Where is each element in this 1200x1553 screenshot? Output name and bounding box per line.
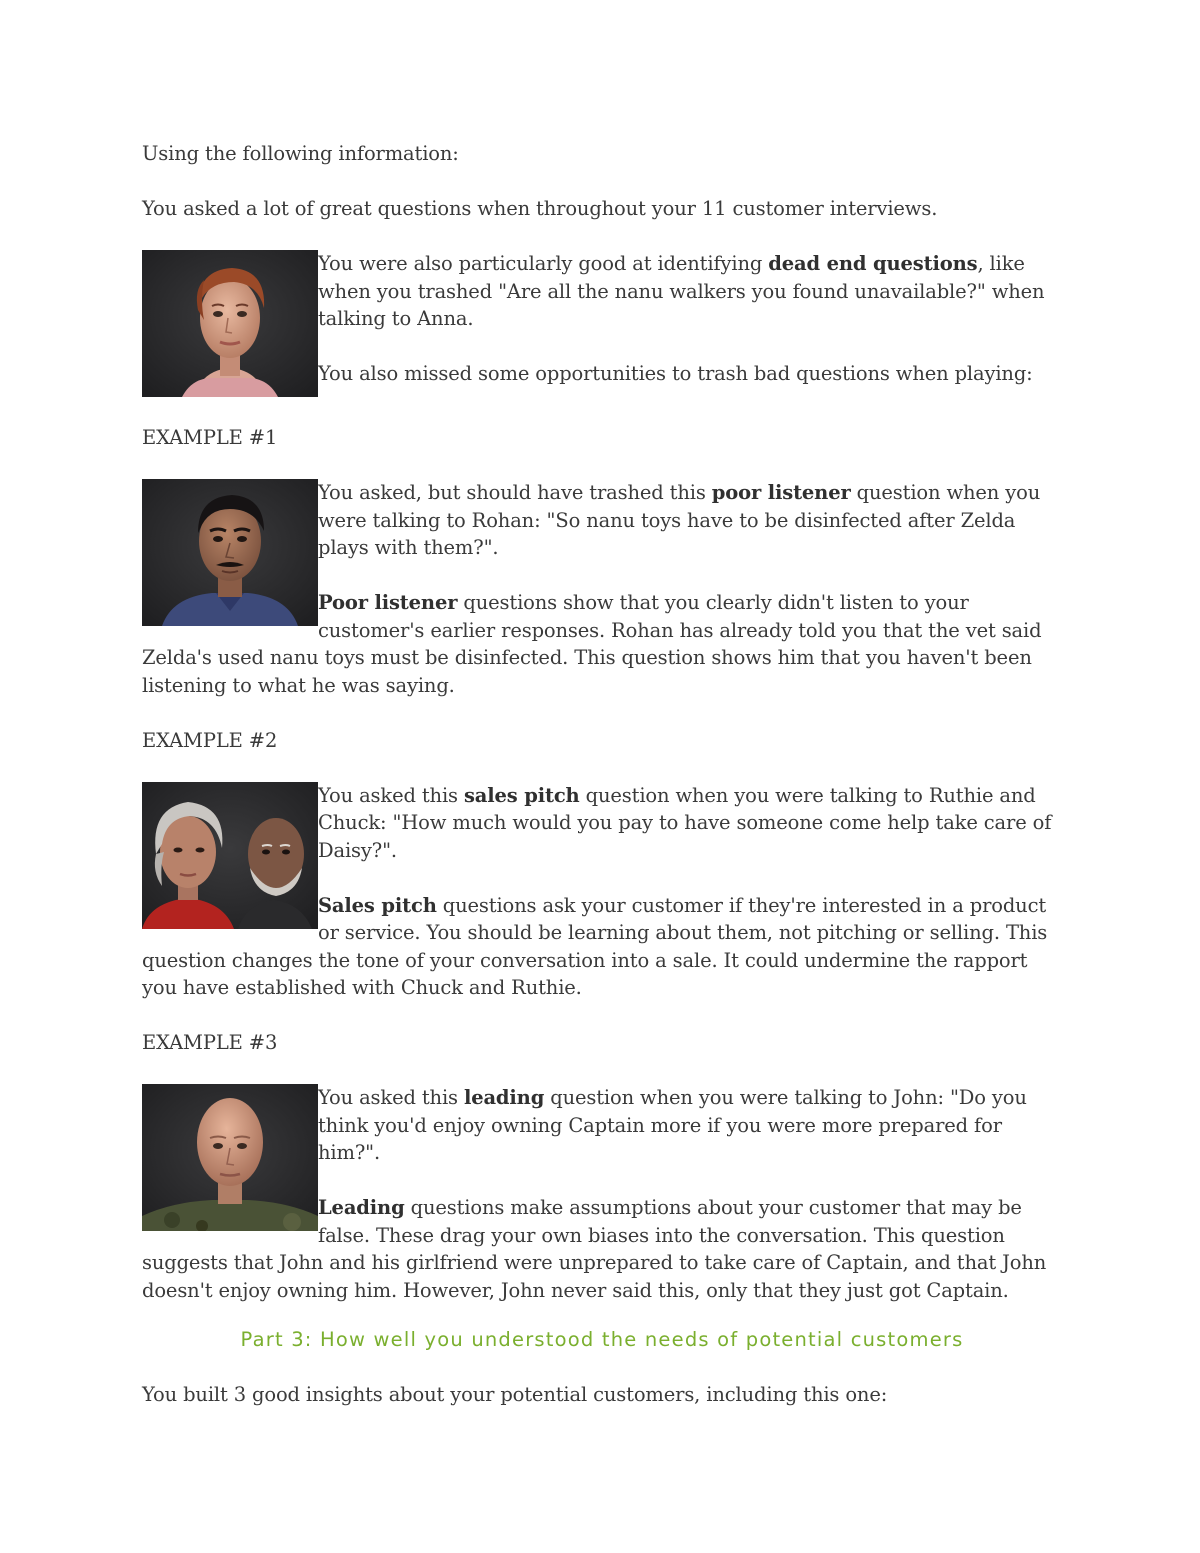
- poor-listener-term: poor listener: [711, 481, 851, 504]
- example-2-paragraph-1: You asked this sales pitch question when you were talking to Ruthie and Chuck: "How much would you pay to have someone come help take care of Daisy?".: [318, 783, 1052, 862]
- example-2-label: EXAMPLE #2: [142, 728, 278, 752]
- intro-summary: You asked a lot of great questions when throughout your 11 customer interviews.: [142, 197, 938, 220]
- part-3-heading: Part 3: How well you understood the needs of potential customers: [240, 1328, 964, 1351]
- anna-block: [142, 250, 1062, 399]
- example-1-paragraph-2: Poor listener questions show that you clearly didn't listen to your customer's earlier responses. Rohan has already told you that the vet said Zelda's used nanu toys must be disinfected. This question shows him that you haven't been listening to what he was saying.: [142, 591, 1042, 697]
- part-3-intro: You built 3 good insights about your potential customers, including this one:: [142, 1382, 888, 1406]
- example-2-paragraph-2: Sales pitch questions ask your customer if they're interested in a product or service. You should be learning about them, not pitching or selling. This question changes the tone of your conversation into a sale. It could undermine the rapport you have established with Chuck and Ruthie.: [142, 893, 1048, 999]
- document-page: [142, 140, 1062, 1408]
- anna-paragraph-1: You were also particularly good at identifying dead end questions, like when you trashed "Are all the nanu walkers you found unavailable?" when talking to Anna.: [318, 252, 1045, 330]
- rohan-portrait: [142, 479, 318, 626]
- example-1-block: [142, 479, 1062, 699]
- ruthie-chuck-portrait: [142, 782, 318, 929]
- sales-pitch-term: sales pitch: [463, 783, 580, 807]
- example-3-paragraph-2: Leading questions make assumptions about your customer that may be false. These drag your own biases into the conversation. This question suggests that John and his girlfriend were unprepared to take care of Captain, and that John doesn't enjoy owning him. However, John never said this, only that they just got Captain.: [142, 1196, 1047, 1302]
- leading-term-2: Leading: [318, 1196, 405, 1219]
- anna-paragraph-2: You also missed some opportunities to trash bad questions when playing:: [318, 362, 1033, 385]
- anna-portrait: [142, 250, 318, 397]
- sales-pitch-term-2: Sales pitch: [318, 893, 437, 917]
- example-3-paragraph-1: You asked this leading question when you were talking to John: "Do you think you'd enjoy owning Captain more if you were more prepared for him?".: [318, 1086, 1027, 1164]
- example-3-block: [142, 1084, 1062, 1304]
- example-3-label: EXAMPLE #3: [142, 1031, 278, 1054]
- dead-end-term: dead end questions: [768, 252, 978, 275]
- intro-line: Using the following information:: [142, 142, 459, 165]
- example-1-label: EXAMPLE #1: [142, 426, 278, 449]
- example-2-block: [142, 782, 1062, 1002]
- leading-term: leading: [463, 1086, 545, 1109]
- poor-listener-term-2: Poor listener: [318, 591, 458, 614]
- john-portrait: [142, 1084, 318, 1231]
- example-1-paragraph-1: You asked, but should have trashed this poor listener question when you were talking to Rohan: "So nanu toys have to be disinfected after Zelda plays with them?".: [318, 481, 1041, 559]
